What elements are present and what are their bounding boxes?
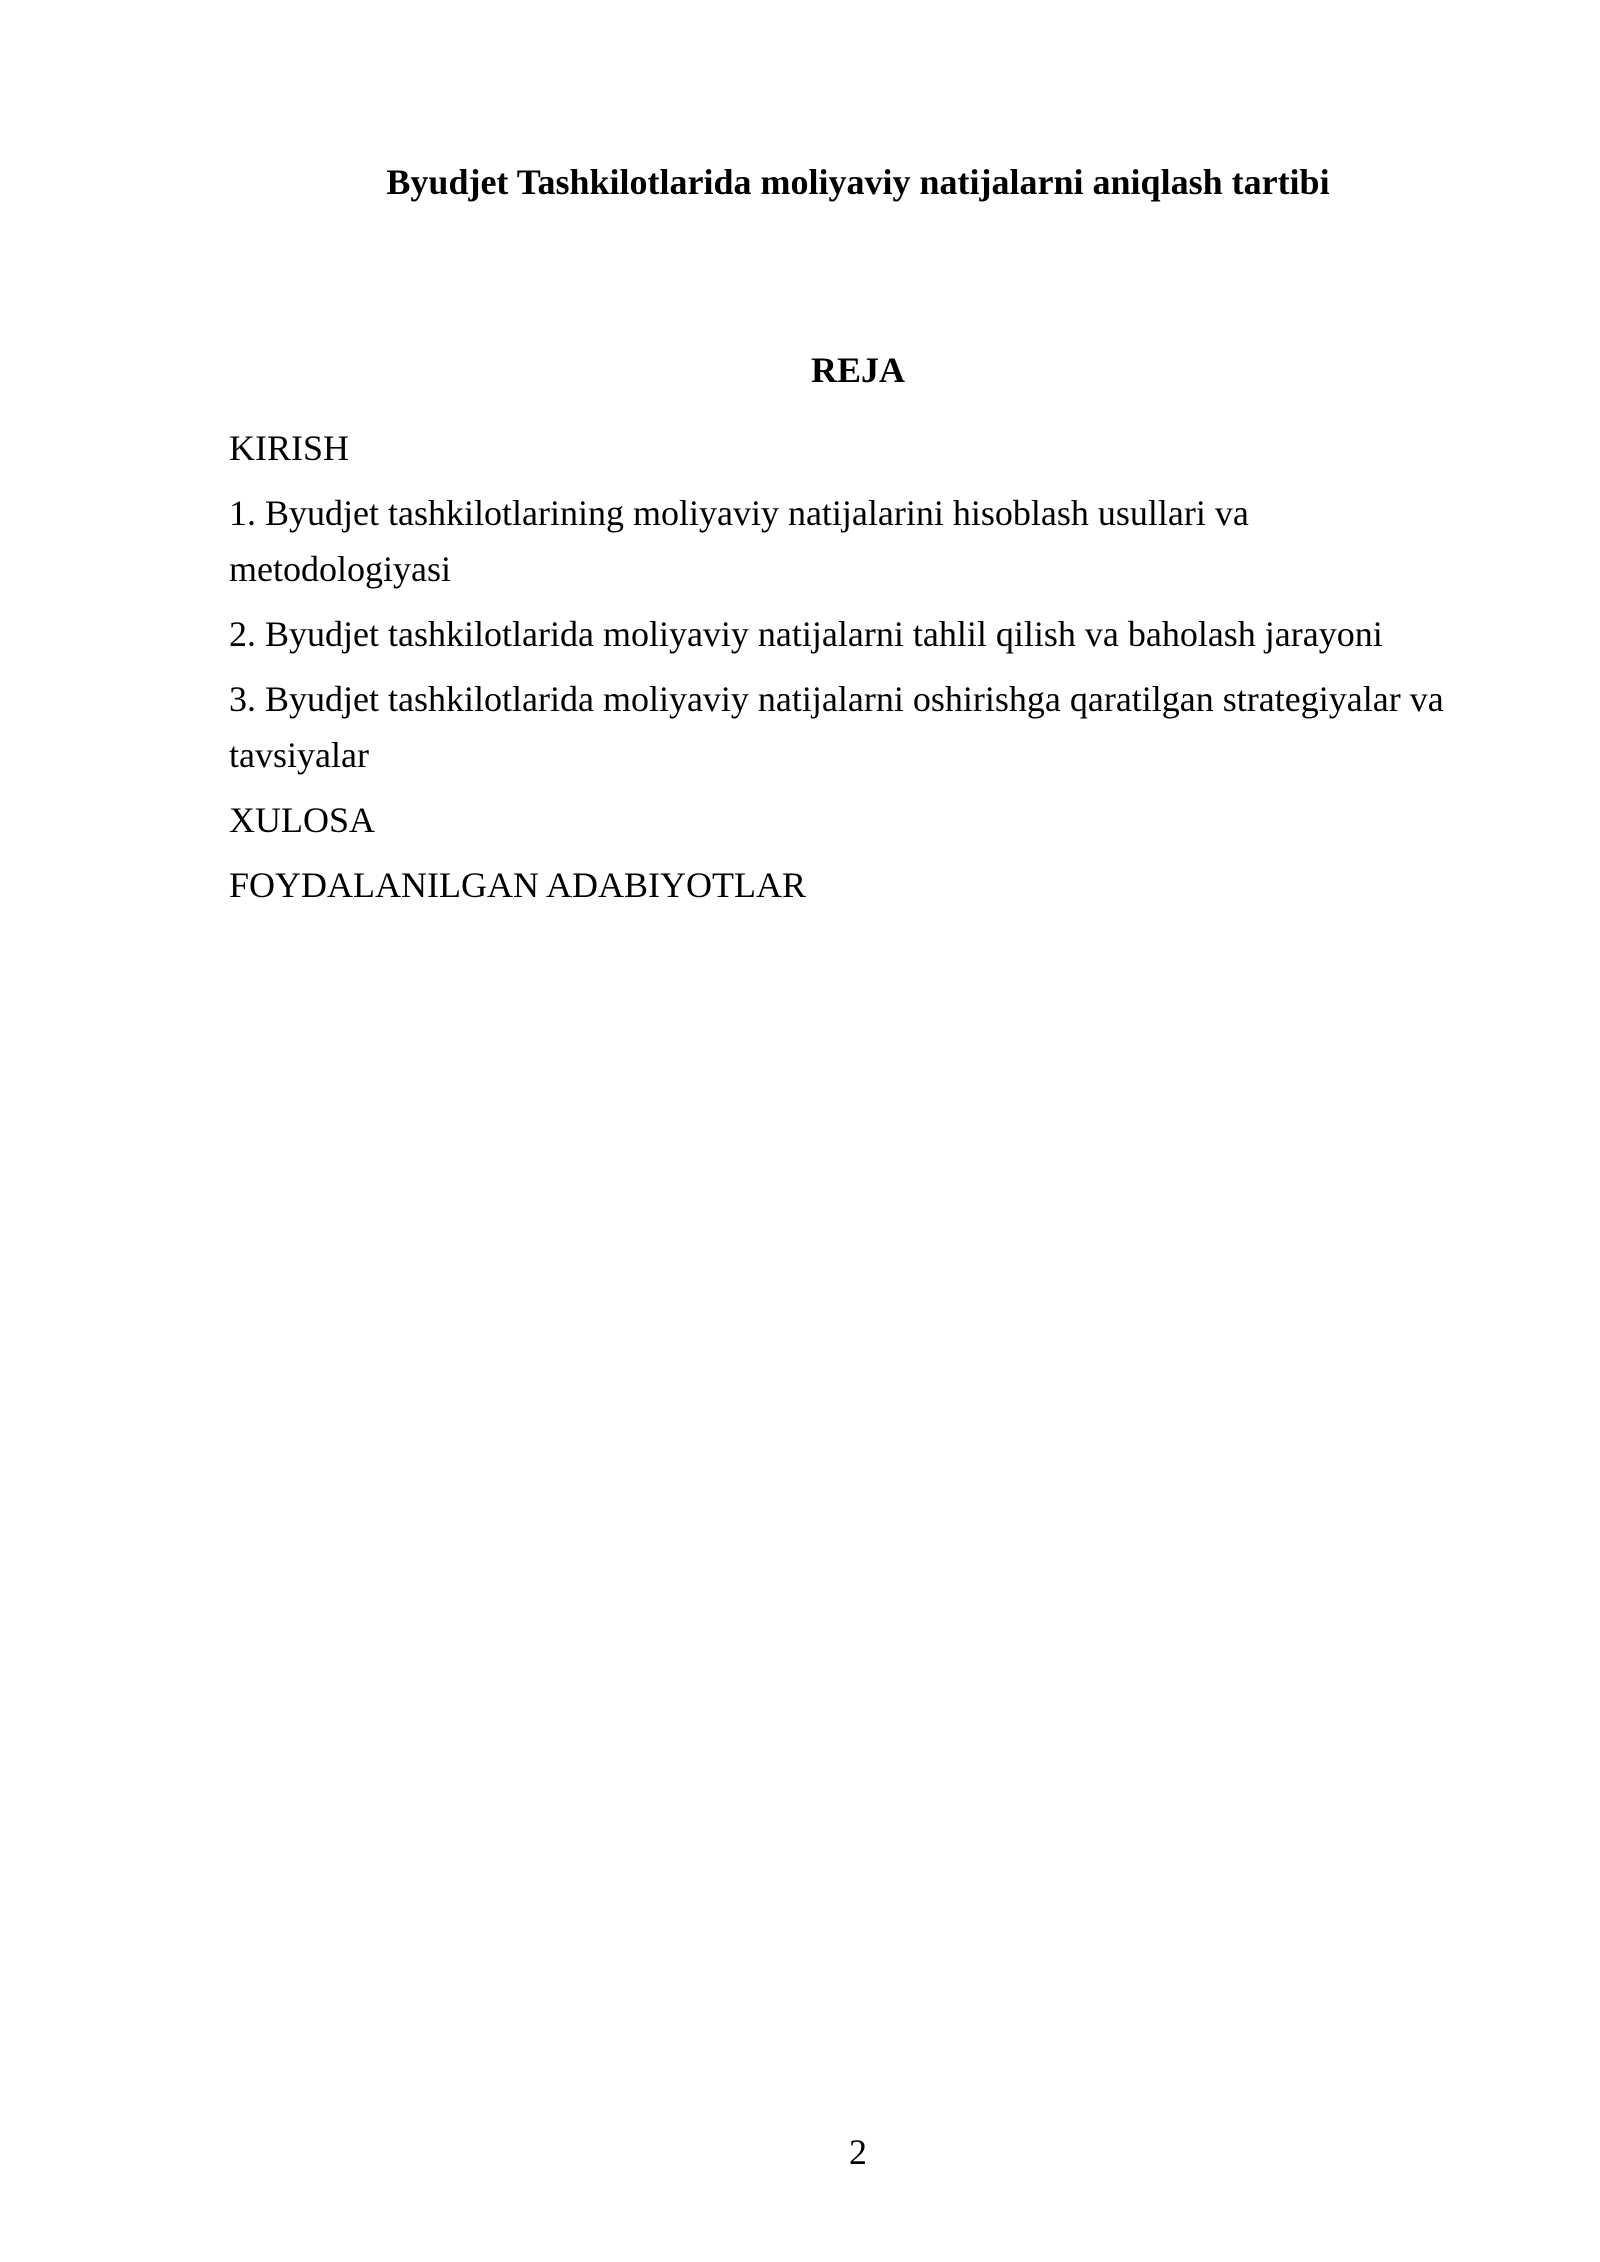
plan-item-chapter-2: 2. Byudjet tashkilotlarida moliyaviy natijalarni tahlil qilish va baholash jarayoni [229,614,1383,654]
plan-item-conclusion: XULOSA [229,800,376,840]
plan-item-references: FOYDALANILGAN ADABIYOTLAR [229,865,806,905]
plan-item-introduction: KIRISH [229,428,350,468]
document-title: Byudjet Tashkilotlarida moliyaviy natijalarni aniqlash tartibi [386,162,1330,202]
plan-heading: REJA [810,350,905,390]
plan-item-chapter-1: 1. Byudjet tashkilotlarining moliyaviy natijalarini hisoblash usullari va metodologiyasi [229,493,1249,589]
plan-list [229,420,1479,922]
plan-item-chapter-3: 3. Byudjet tashkilotlarida moliyaviy natijalarni oshirishga qaratilgan strategiyalar va tavsiyalar [229,679,1444,775]
page-number: 2 [849,2132,867,2172]
